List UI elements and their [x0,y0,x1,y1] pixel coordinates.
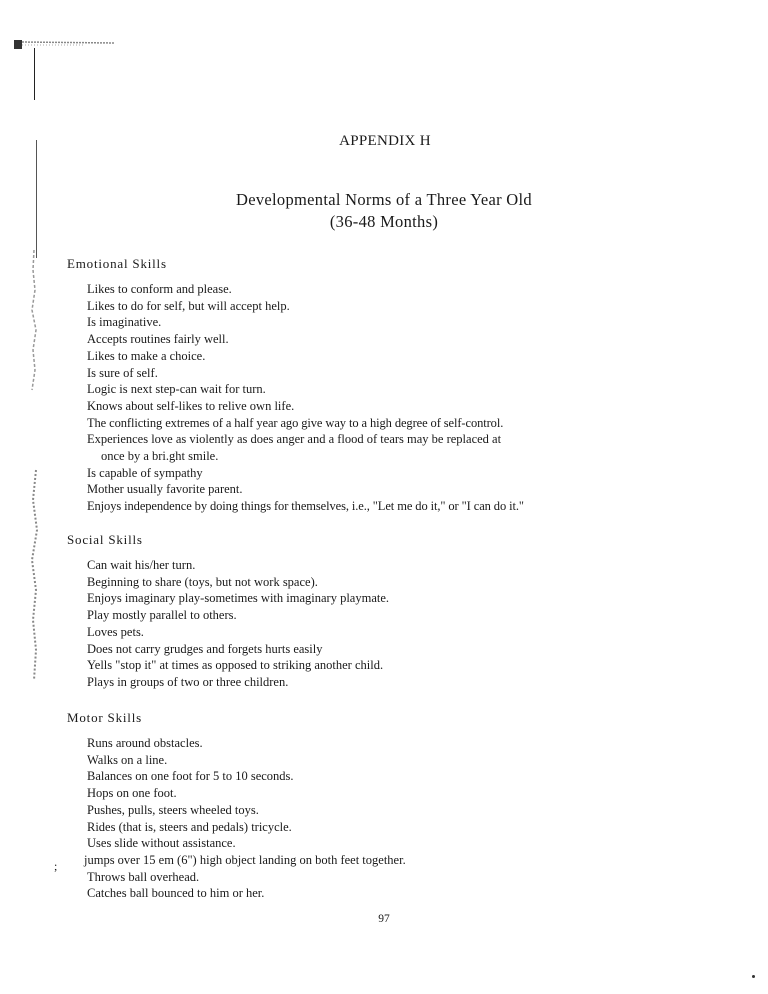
list-item: The conflicting extremes of a half year ago give way to a high degree of self-control. [87,415,504,430]
section-motor-skills [67,707,747,902]
skill-list [67,281,747,515]
section-social-skills [67,529,747,691]
list-item: jumps over 15 em (6") high object landing on both feet together. [84,852,406,867]
list-item: Is sure of self. [87,365,158,380]
list-item: Can wait his/her turn. [87,558,196,572]
list-item: Enjoys imaginary play-sometimes with imaginary playmate. [87,591,390,606]
margin-mark: ; [54,859,58,873]
list-item: Walks on a line. [87,752,168,767]
skill-list [67,557,747,691]
scan-artifact-dot [752,975,755,978]
list-item: Throws ball overhead. [87,869,200,884]
list-item: Catches ball bounced to him or her. [87,886,265,901]
list-item: Experiences love as violently as does anger and a flood of tears may be replaced at [87,432,502,447]
section-heading: Motor Skills [67,710,142,725]
skill-list [67,735,747,902]
list-item: Likes to conform and please. [87,282,232,296]
list-item-continuation [87,448,747,465]
list-item: Plays in groups of two or three children. [87,674,289,689]
title-line-1: Developmental Norms of a Three Year Old [236,190,532,209]
scan-artifact-line [34,48,35,100]
list-item: Hops on one foot. [87,786,177,801]
list-item: Beginning to share (toys, but not work space). [87,574,318,589]
section-emotional-skills [67,253,747,515]
list-item: Likes to do for self, but will accept help. [87,298,290,313]
list-item: Is imaginative. [87,315,162,330]
list-item: Logic is next step-can wait for turn. [87,382,266,397]
list-item: Loves pets. [87,624,144,639]
list-item: Likes to make a choice. [87,348,206,363]
section-heading: Emotional Skills [67,256,167,271]
page-title [0,189,768,233]
page-number: 97 [378,913,390,925]
title-line-2: (36-48 Months) [329,212,439,231]
list-item: Knows about self-likes to relive own life. [87,398,295,413]
list-item: Is capable of sympathy [87,465,203,480]
list-item: Rides (that is, steers and pedals) tricycle. [87,819,292,834]
section-heading: Social Skills [67,532,143,547]
list-item: Mother usually favorite parent. [87,482,243,497]
list-item: Does not carry grudges and forgets hurts easily [87,641,323,656]
list-item: Accepts routines fairly well. [87,332,229,347]
list-item: Pushes, pulls, steers wheeled toys. [87,802,259,817]
list-item: Balances on one foot for 5 to 10 seconds. [87,769,294,784]
list-item: Enjoys independence by doing things for themselves, i.e., "Let me do it," or "I can do it." [87,499,524,514]
list-item: Runs around obstacles. [87,736,203,750]
scan-artifact-edge [24,250,44,710]
list-item: Yells "stop it" at times as opposed to striking another child. [87,658,384,673]
scan-artifact-corner [14,38,114,50]
continuation-text: once by a bri.ght smile. [101,449,219,464]
appendix-label: APPENDIX H [339,133,431,149]
list-item: Uses slide without assistance. [87,836,236,851]
list-item: Play mostly parallel to others. [87,608,237,623]
